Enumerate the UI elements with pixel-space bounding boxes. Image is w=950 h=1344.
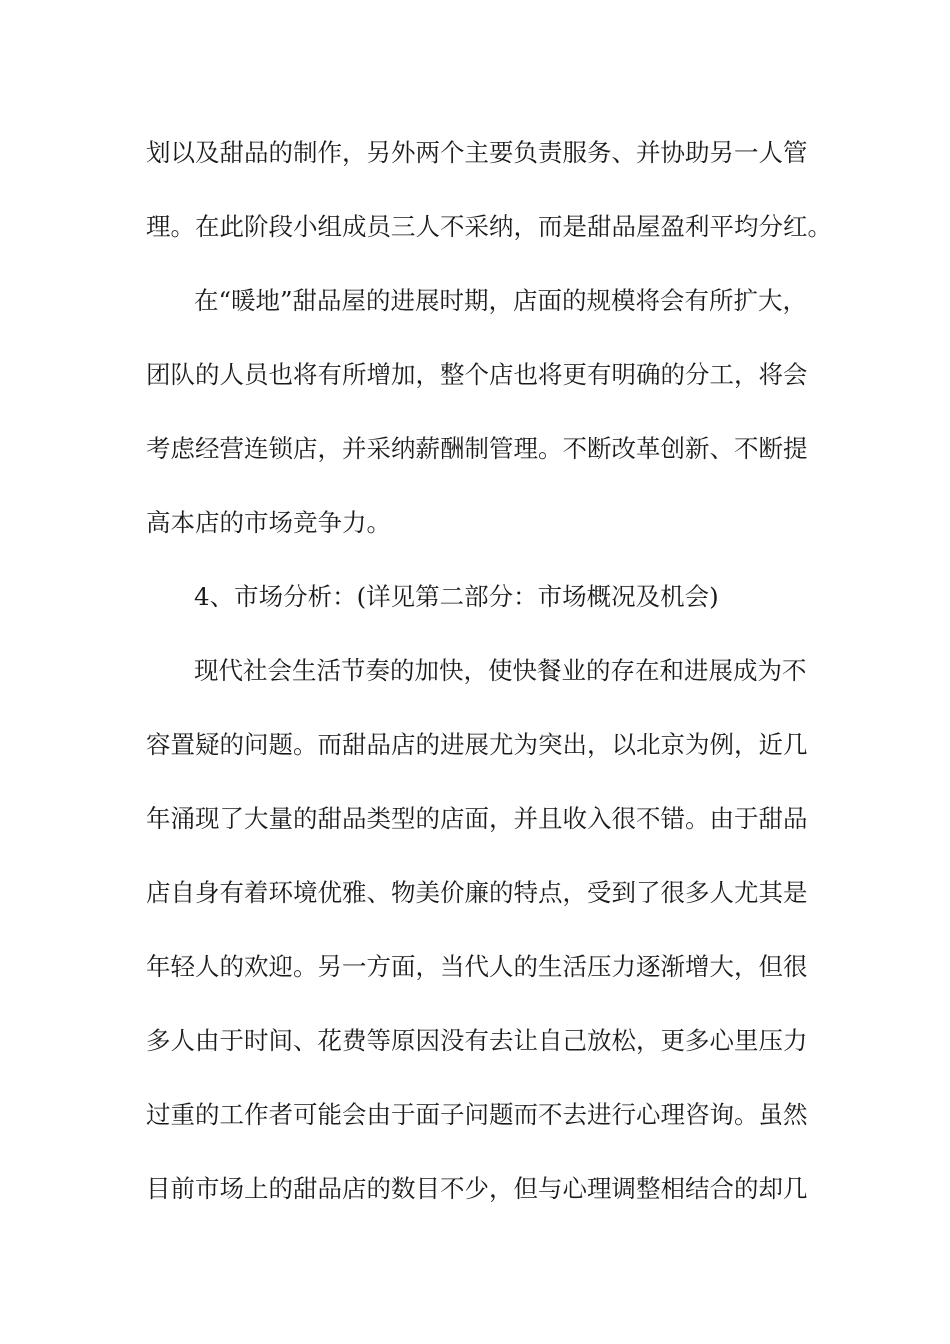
text-line: 店自身有着环境优雅、物美价廉的特点，受到了很多人尤其是 bbox=[146, 878, 808, 907]
text-line: 考虑经营连锁店，并采纳薪酬制管理。不断改革创新、不断提 bbox=[146, 434, 808, 463]
text-line: 年轻人的欢迎。另一方面，当代人的生活压力逐渐增大，但很 bbox=[146, 952, 808, 981]
text-line: 高本店的市场竞争力。 bbox=[146, 508, 391, 537]
text-line: 划以及甜品的制作，另外两个主要负责服务、并协助另一人管 bbox=[146, 138, 808, 167]
text-line: 目前市场上的甜品店的数目不少，但与心理调整相结合的却几 bbox=[146, 1174, 808, 1203]
text-line: 年涌现了大量的甜品类型的店面，并且收入很不错。由于甜品 bbox=[146, 804, 808, 833]
text-line: 容置疑的问题。而甜品店的进展尤为突出，以北京为例，近几 bbox=[146, 730, 808, 759]
text-line: 团队的人员也将有所增加，整个店也将更有明确的分工，将会 bbox=[146, 360, 808, 389]
paragraph-start-line: 现代社会生活节奏的加快，使快餐业的存在和进展成为不 bbox=[194, 656, 807, 685]
text-line: 过重的工作者可能会由于面子问题而不去进行心理咨询。虽然 bbox=[146, 1100, 808, 1129]
section-heading: 4、市场分析：(详见第二部分：市场概况及机会) bbox=[194, 582, 719, 611]
paragraph-start-line: 在“暖地”甜品屋的进展时期，店面的规模将会有所扩大， bbox=[194, 286, 808, 315]
text-line: 多人由于时间、花费等原因没有去让自己放松，更多心里压力 bbox=[146, 1026, 808, 1055]
text-line: 理。在此阶段小组成员三人不采纳，而是甜品屋盈利平均分红。 bbox=[146, 212, 832, 241]
